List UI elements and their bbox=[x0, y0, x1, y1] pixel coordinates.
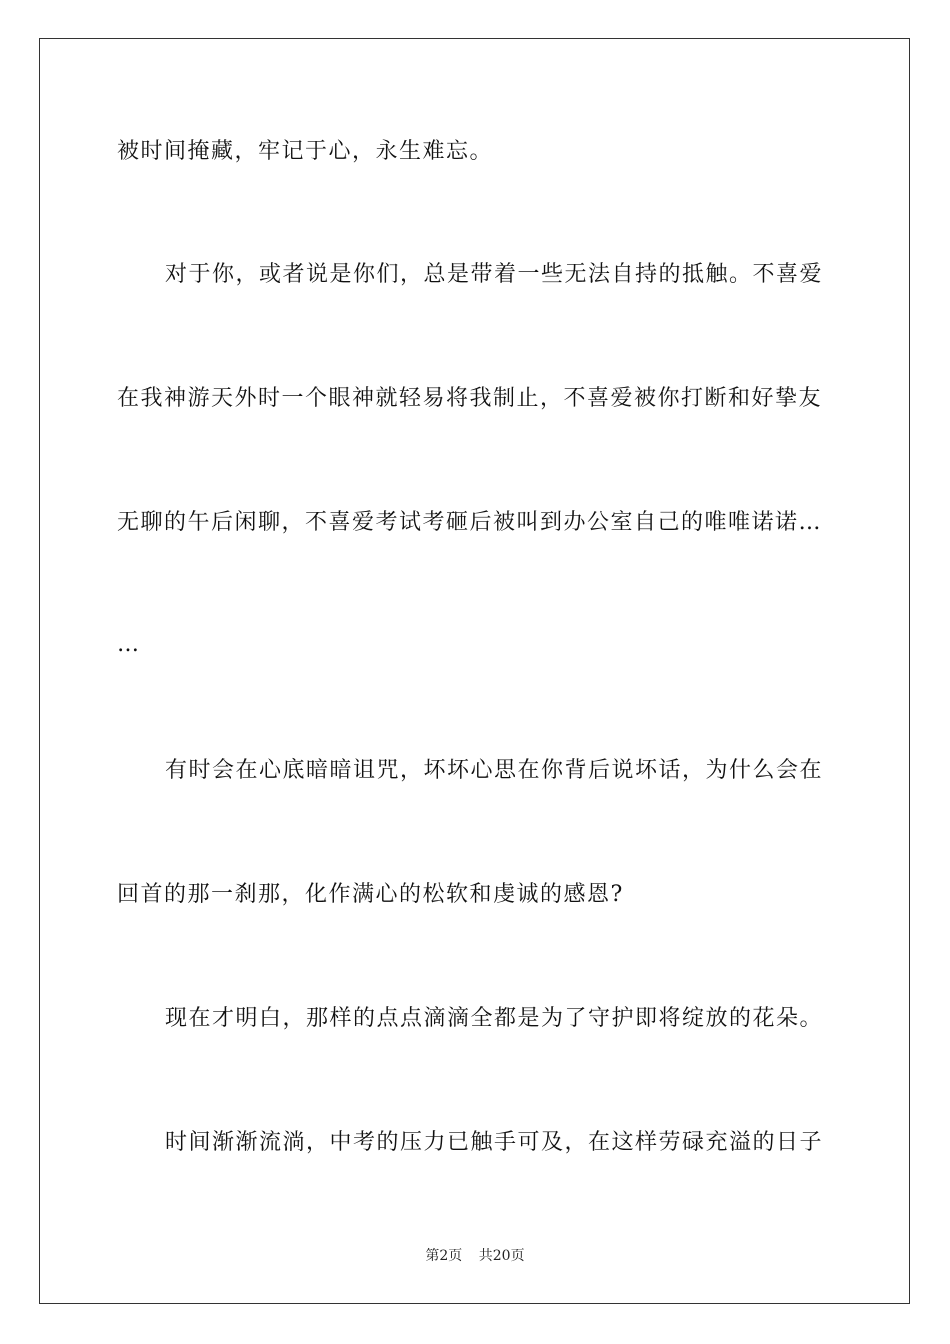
text-line-6: 有时会在心底暗暗诅咒，坏坏心思在你背后说坏话，为什么会在 bbox=[165, 758, 824, 783]
text-line-8: 现在才明白，那样的点点滴滴全都是为了守护即将绽放的花朵。 bbox=[165, 1006, 824, 1031]
text-line-7: 回首的那一刹那，化作满心的松软和虔诚的感恩? bbox=[117, 882, 624, 907]
text-line-1: 被时间掩藏，牢记于心，永生难忘。 bbox=[117, 139, 494, 164]
page-footer bbox=[0, 1247, 950, 1265]
text-line-3: 在我神游天外时一个眼神就轻易将我制止，不喜爱被你打断和好挚友 bbox=[117, 386, 823, 411]
total-pages: 共20页 bbox=[478, 1248, 525, 1264]
text-line-9: 时间渐渐流淌，中考的压力已触手可及，在这样劳碌充溢的日子 bbox=[165, 1130, 824, 1155]
page-number: 第2页 bbox=[425, 1248, 463, 1264]
text-line-4: 无聊的午后闲聊，不喜爱考试考砸后被叫到办公室自己的唯唯诺诺… bbox=[117, 510, 823, 535]
text-line-5: … bbox=[117, 632, 141, 657]
page-border bbox=[39, 38, 910, 1304]
text-line-2: 对于你，或者说是你们，总是带着一些无法自持的抵触。不喜爱 bbox=[165, 262, 824, 287]
